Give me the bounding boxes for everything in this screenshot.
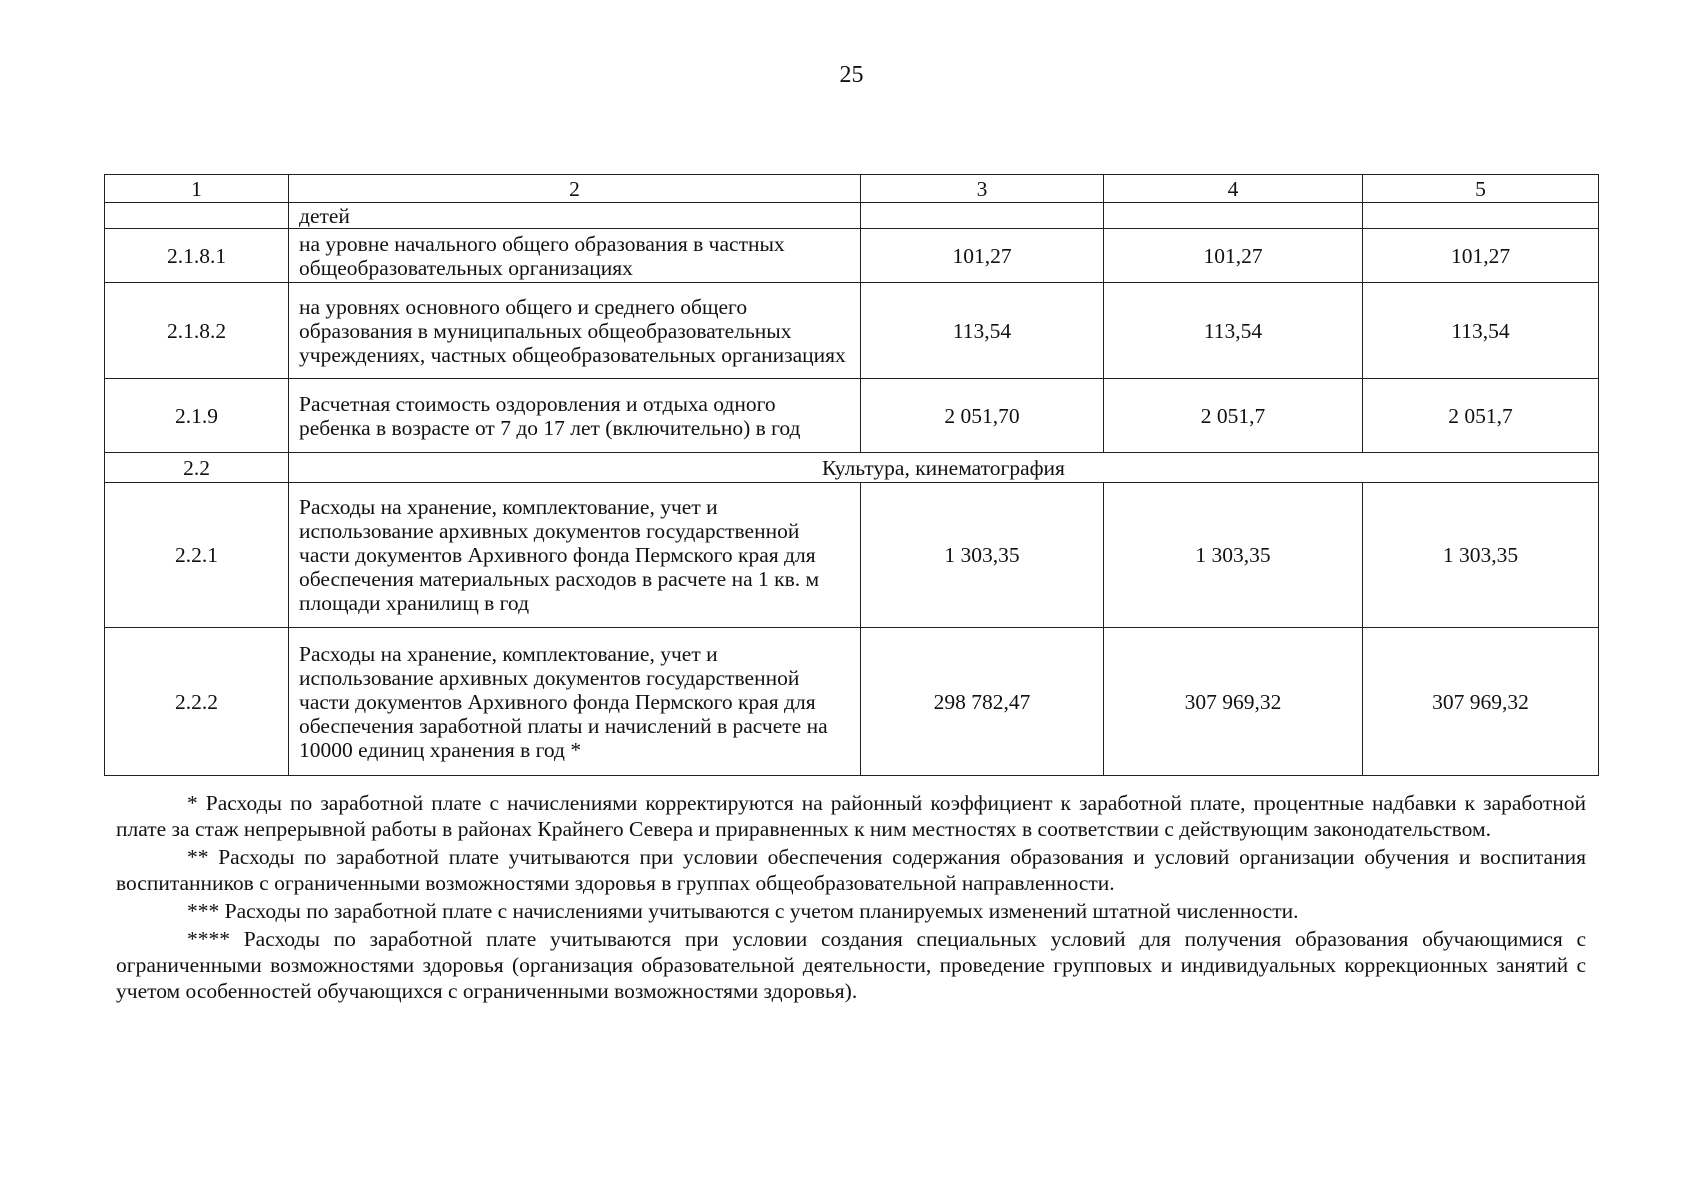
row-value-col3: 298 782,47 xyxy=(861,628,1104,776)
section-title: Культура, кинематография xyxy=(289,453,1599,483)
page-number: 25 xyxy=(839,62,864,88)
row-description: Расходы на хранение, комплектование, учет и использование архивных документов государственной части документов Архивного фонда Пермского края для обеспечения материальных расходов в расчете на 1 кв. м площади хранилищ в год xyxy=(289,483,861,628)
column-header-5: 5 xyxy=(1363,175,1599,203)
row-number: 2.2.2 xyxy=(105,628,289,776)
row-value-col5: 113,54 xyxy=(1363,283,1599,379)
row-value-col3: 1 303,35 xyxy=(861,483,1104,628)
row-value-col4: 1 303,35 xyxy=(1104,483,1363,628)
row-value-col3 xyxy=(861,203,1104,229)
row-value-col5: 2 051,7 xyxy=(1363,379,1599,453)
section-row xyxy=(105,453,1599,483)
row-value-col3: 113,54 xyxy=(861,283,1104,379)
row-description: детей xyxy=(289,203,861,229)
column-header-2: 2 xyxy=(289,175,861,203)
row-value-col5: 1 303,35 xyxy=(1363,483,1599,628)
column-header-3: 3 xyxy=(861,175,1104,203)
footnotes xyxy=(116,790,1586,1006)
footnote-4: **** Расходы по заработной плате учитываются при условии создания специальных условий для получения образования обучающимися с ограниченными возможностями здоровья (организация образовательной деятельности, проведение групповых и индивидуальных коррекционных занятий с учетом особенностей обучающихся с ограниченными возможностями здоровья). xyxy=(116,927,1586,1003)
footnote-1: * Расходы по заработной плате с начислениями корректируются на районный коэффициент к заработной плате, процентные надбавки к заработной плате за стаж непрерывной работы в районах Крайнего Севера и приравненных к ним местностях в соответствии с действующим законодательством. xyxy=(116,791,1586,841)
row-value-col5: 101,27 xyxy=(1363,229,1599,283)
row-value-col3: 101,27 xyxy=(861,229,1104,283)
footnote-3: *** Расходы по заработной плате с начислениями учитываются с учетом планируемых изменений штатной численности. xyxy=(187,899,1299,923)
expenditure-table xyxy=(104,174,1599,776)
column-header-1: 1 xyxy=(105,175,289,203)
row-value-col4 xyxy=(1104,203,1363,229)
row-description: на уровнях основного общего и среднего общего образования в муниципальных общеобразовательных учреждениях, частных общеобразовательных организациях xyxy=(289,283,861,379)
row-value-col4: 113,54 xyxy=(1104,283,1363,379)
row-number xyxy=(105,203,289,229)
table-row xyxy=(105,203,1599,229)
row-number: 2.2.1 xyxy=(105,483,289,628)
row-number: 2.2 xyxy=(105,453,289,483)
table-row xyxy=(105,483,1599,628)
footnote-2: ** Расходы по заработной плате учитываются при условии обеспечения содержания образования и условий организации обучения и воспитания воспитанников с ограниченными возможностями здоровья в группах общеобразовательной направленности. xyxy=(116,845,1586,895)
row-value-col4: 101,27 xyxy=(1104,229,1363,283)
row-description: Расходы на хранение, комплектование, учет и использование архивных документов государственной части документов Архивного фонда Пермского края для обеспечения заработной платы и начислений в расчете на 10000 единиц хранения в год * xyxy=(289,628,861,776)
table-row xyxy=(105,628,1599,776)
row-description: Расчетная стоимость оздоровления и отдыха одного ребенка в возрасте от 7 до 17 лет (включительно) в год xyxy=(289,379,861,453)
row-value-col5: 307 969,32 xyxy=(1363,628,1599,776)
row-number: 2.1.8.2 xyxy=(105,283,289,379)
row-value-col4: 307 969,32 xyxy=(1104,628,1363,776)
row-number: 2.1.8.1 xyxy=(105,229,289,283)
table-row xyxy=(105,229,1599,283)
column-header-4: 4 xyxy=(1104,175,1363,203)
row-description: на уровне начального общего образования в частных общеобразовательных организациях xyxy=(289,229,861,283)
row-value-col5 xyxy=(1363,203,1599,229)
row-value-col4: 2 051,7 xyxy=(1104,379,1363,453)
row-number: 2.1.9 xyxy=(105,379,289,453)
table-row xyxy=(105,379,1599,453)
row-value-col3: 2 051,70 xyxy=(861,379,1104,453)
table-header-row xyxy=(105,175,1599,203)
table-row xyxy=(105,283,1599,379)
